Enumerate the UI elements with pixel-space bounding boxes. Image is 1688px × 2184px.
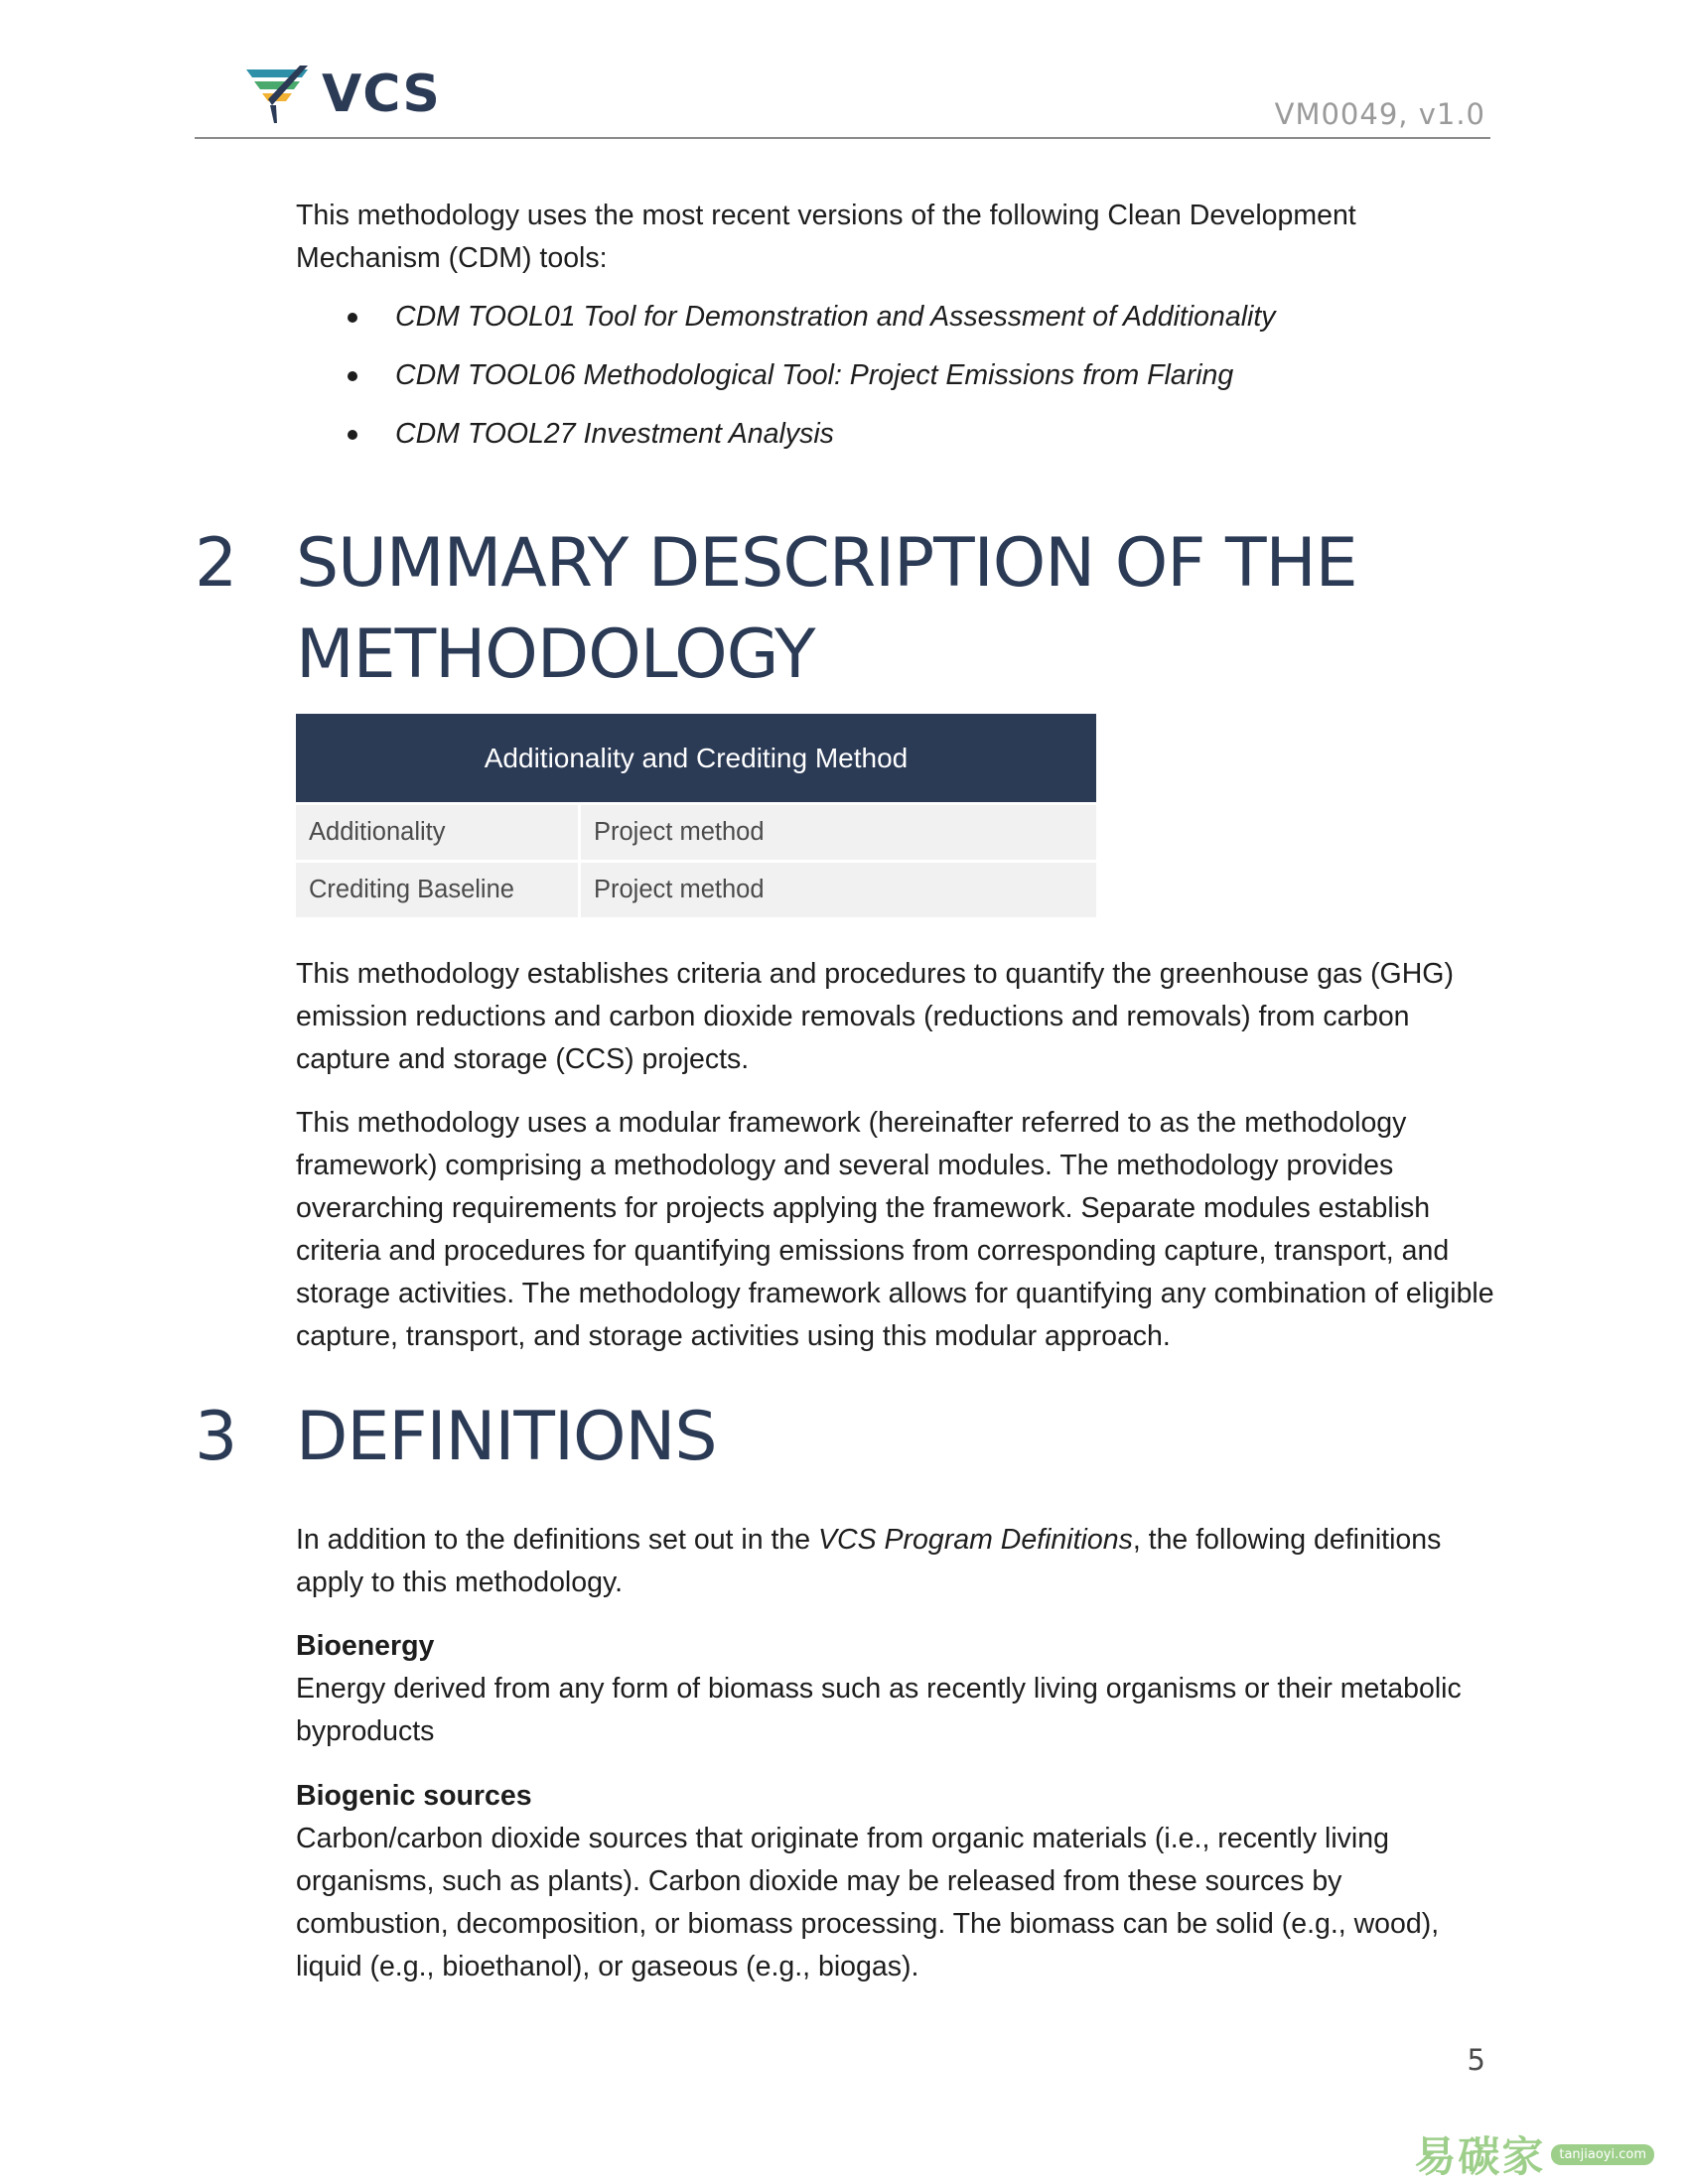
section-2-heading <box>195 518 1468 701</box>
body-paragraph: This methodology establishes criteria and procedures to quantify the greenhouse gas (GHG) emission reductions and carbon dioxide removals (reductions and removals) from carbon capture and storage (CCS) projects. <box>296 958 1454 1075</box>
table-cell-value: Project method <box>581 863 1096 917</box>
table-cell-value: Project method <box>581 805 1096 860</box>
vcs-logo-icon <box>246 66 310 123</box>
table-cell-label: Additionality <box>296 805 578 860</box>
definition-text: Energy derived from any form of biomass such as recently living organisms or their metabolic byproducts <box>296 1673 1462 1747</box>
watermark <box>1414 2124 1654 2184</box>
list-item <box>296 354 1497 397</box>
bullet-icon <box>348 430 357 440</box>
table-cell-label: Crediting Baseline <box>296 863 578 917</box>
definition-item <box>296 1775 1497 1988</box>
intro-text: , the following definitions apply to this methodology. <box>296 1524 1442 1598</box>
table-header: Additionality and Crediting Method <box>296 714 1096 802</box>
document-id: VM0049, v1.0 <box>1274 97 1485 131</box>
body-paragraph: This methodology uses a modular framework (hereinafter referred to as the methodology framework) comprising a methodology and several modules. The methodology provides overarching requirements for projects applying the framework. Separate modules establish criteria and procedures for quantifying emissions from corresponding capture, transport, and storage activities. The methodology framework allows for quantifying any combination of eligible capture, transport, and storage activities using this modular approach. <box>296 1107 1494 1352</box>
section-number: 2 <box>195 524 237 603</box>
table-row <box>296 863 1096 917</box>
definition-item <box>296 1625 1497 1753</box>
bullet-icon <box>348 371 357 381</box>
intro-block <box>296 195 1497 472</box>
vcs-logo <box>246 66 441 123</box>
watermark-text: 易碳家 <box>1414 2132 1546 2181</box>
program-definitions-reference: VCS Program Definitions <box>818 1524 1133 1556</box>
crediting-method-table <box>293 711 1099 920</box>
section-number: 3 <box>195 1398 237 1476</box>
section-3-heading <box>195 1392 1468 1483</box>
definitions-block <box>296 1519 1497 2010</box>
tool-list <box>296 296 1497 456</box>
tool-name: CDM TOOL06 Methodological Tool: Project Emissions from Flaring <box>395 359 1234 391</box>
intro-paragraph: This methodology uses the most recent versions of the following Clean Development Mechanism (CDM) tools: <box>296 200 1356 274</box>
definition-term: Biogenic sources <box>296 1780 532 1812</box>
watermark-sub: tanjiaoyi.com <box>1551 2144 1654 2165</box>
section-2-body <box>296 953 1497 1379</box>
section-title: SUMMARY DESCRIPTION OF THE METHODOLOGY <box>296 524 1357 694</box>
intro-text: In addition to the definitions set out in the <box>296 1524 819 1556</box>
header-divider <box>195 137 1490 139</box>
definition-text: Carbon/carbon dioxide sources that originate from organic materials (i.e., recently living organisms, such as plants). Carbon dioxide may be released from these sources by combustion, decomposition, or biomass processing. The biomass can be solid (e.g., wood), liquid (e.g., bioethanol), or gaseous (e.g., biogas). <box>296 1823 1440 1982</box>
list-item <box>296 296 1497 339</box>
definitions-intro <box>296 1519 1497 1604</box>
definition-term: Bioenergy <box>296 1630 435 1662</box>
bullet-icon <box>348 313 357 323</box>
logo-text: VCS <box>322 65 441 124</box>
table-row <box>296 805 1096 860</box>
list-item <box>296 413 1497 456</box>
page-number: 5 <box>1467 2043 1485 2077</box>
section-title: DEFINITIONS <box>296 1398 717 1476</box>
tool-name: CDM TOOL01 Tool for Demonstration and Assessment of Additionality <box>395 301 1276 333</box>
tool-name: CDM TOOL27 Investment Analysis <box>395 418 834 450</box>
